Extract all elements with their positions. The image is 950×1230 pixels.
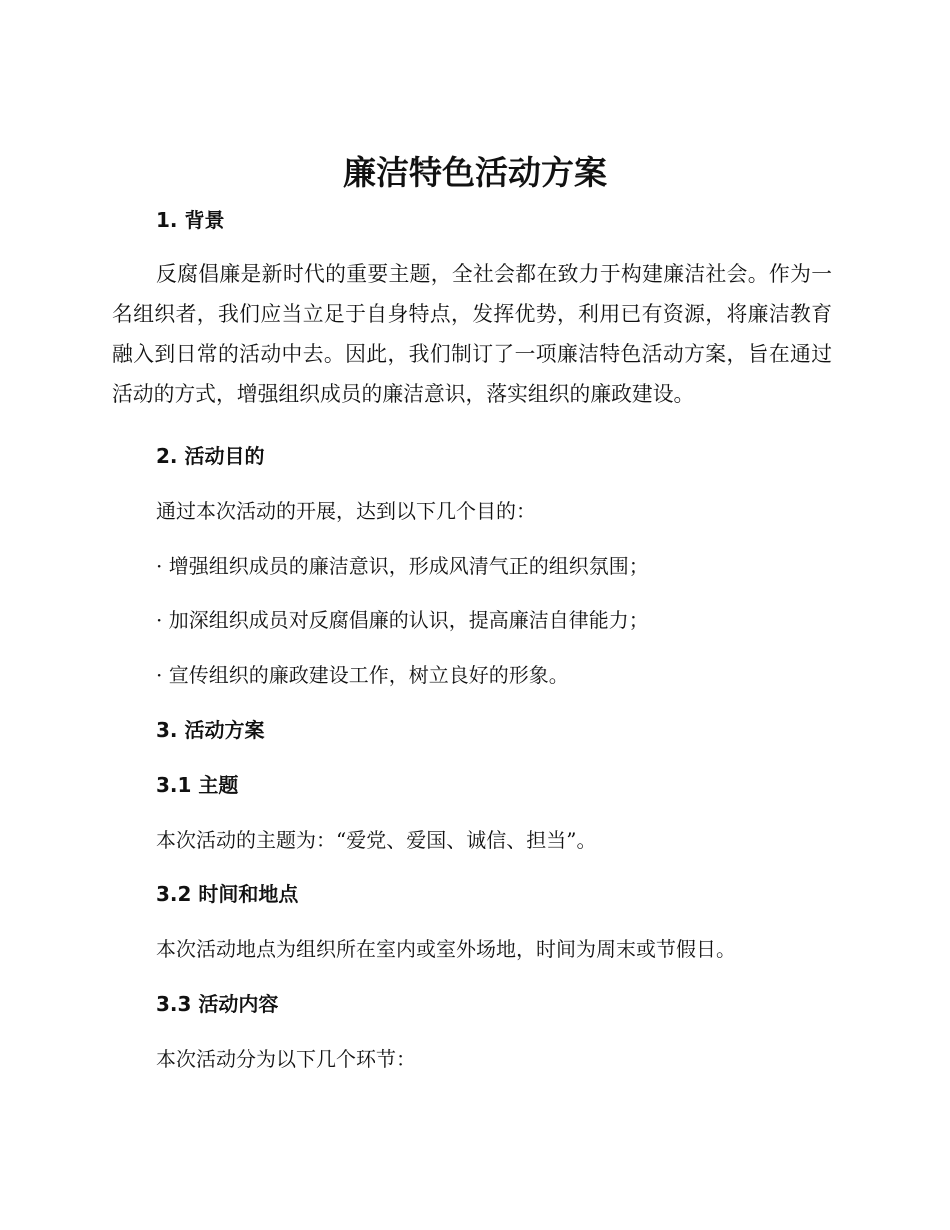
subsection-heading-theme: 3.1 主题 bbox=[156, 773, 239, 797]
purpose-bullet-3: · 宣传组织的廉政建设工作，树立良好的形象。 bbox=[156, 663, 569, 687]
background-paragraph: 反腐倡廉是新时代的重要主题，全社会都在致力于构建廉洁社会。作为一名组织者，我们应当立足于自身特点，发挥优势，利用已有资源，将廉洁教育融入到日常的活动中去。因此，我们制订了一项廉洁特色活动方案，旨在通过活动的方式，增强组织成员的廉洁意识，落实组织的廉政建设。 bbox=[112, 262, 832, 406]
subsection-heading-time-place: 3.2 时间和地点 bbox=[156, 882, 299, 906]
section-heading-background: 1. 背景 bbox=[156, 208, 225, 232]
content-text: 本次活动分为以下几个环节： bbox=[156, 1047, 416, 1071]
theme-text: 本次活动的主题为：“爱党、爱国、诚信、担当”。 bbox=[156, 828, 597, 852]
section-heading-plan: 3. 活动方案 bbox=[156, 718, 265, 742]
subsection-heading-content: 3.3 活动内容 bbox=[156, 992, 279, 1016]
purpose-intro: 通过本次活动的开展，达到以下几个目的： bbox=[156, 499, 536, 523]
time-place-text: 本次活动地点为组织所在室内或室外场地，时间为周末或节假日。 bbox=[156, 937, 736, 961]
section-heading-purpose: 2. 活动目的 bbox=[156, 444, 265, 468]
document-title: 廉洁特色活动方案 bbox=[343, 153, 607, 192]
purpose-bullet-1: · 增强组织成员的廉洁意识，形成风清气正的组织氛围； bbox=[156, 554, 649, 578]
purpose-bullet-2: · 加深组织成员对反腐倡廉的认识，提高廉洁自律能力； bbox=[156, 608, 649, 632]
